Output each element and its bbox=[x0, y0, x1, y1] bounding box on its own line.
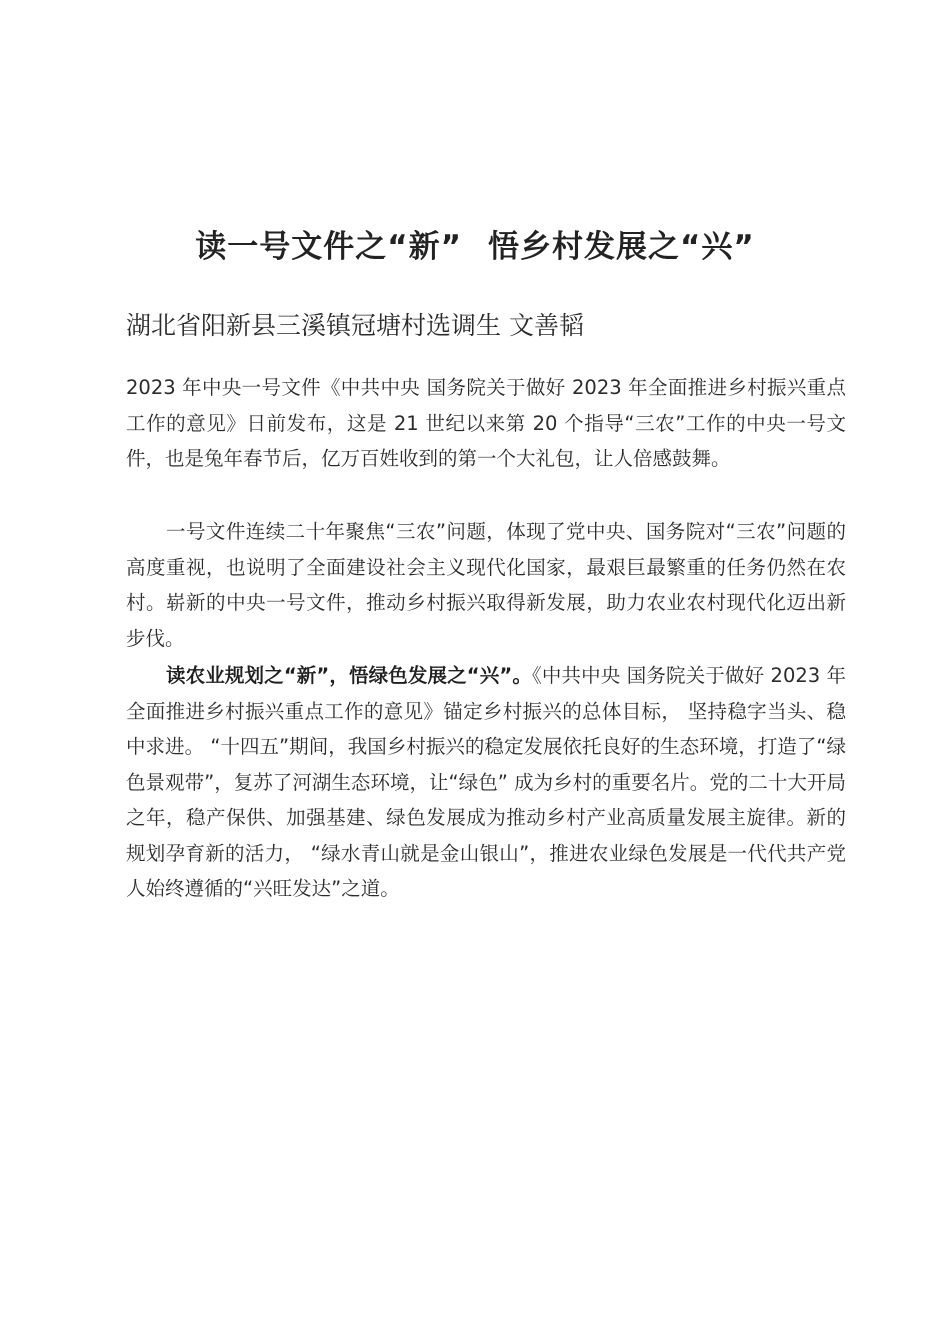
paragraph-3-text: 《中共中央 国务院关于做好 2023 年全面推进乡村振兴重点工作的意见》锚定乡村振兴的总体目标， 坚持稳字当头、稳中求进。 “十四五”期间，我国乡村振兴的稳定发展依托良好的生态环境，打造了“绿色景观带”，复苏了河湖生态环境，让“绿色” 成为乡村的重要名片。党的二十大开局之年，稳产保供、加强基建、绿色发展成为推动乡村产业高质量发展主旋律。新的规划孕育新的活力， “绿水青山就是金山银山”，推进农业绿色发展是一代代共产党人始终遵循的“兴旺发达”之道。 bbox=[126, 664, 846, 900]
paragraph-1: 2023 年中央一号文件《中共中央 国务院关于做好 2023 年全面推进乡村振兴重点工作的意见》日前发布，这是 21 世纪以来第 20 个指导“三农”工作的中央一号文件，也是兔年春节后，亿万百姓收到的第一个大礼包，让人倍感鼓舞。 bbox=[126, 376, 846, 470]
paragraph-3-lead: 读农业规划之“新”，悟绿色发展之“兴”。 bbox=[166, 664, 532, 687]
paragraph-3 bbox=[126, 658, 846, 907]
title-part-2: 悟乡村发展之“兴” bbox=[488, 229, 755, 265]
paragraph-2: 一号文件连续二十年聚焦“三农”问题，体现了党中央、国务院对“三农”问题的高度重视，也说明了全面建设社会主义现代化国家，最艰巨最繁重的任务仍然在农村。崭新的中央一号文件，推动乡村振兴取得新发展，助力农业农村现代化迈出新步伐。 bbox=[126, 520, 846, 650]
author-line: 湖北省阳新县三溪镇冠塘村选调生 文善韬 bbox=[126, 311, 584, 340]
title-part-1: 读一号文件之“新” bbox=[195, 229, 462, 265]
document-title bbox=[0, 224, 950, 270]
